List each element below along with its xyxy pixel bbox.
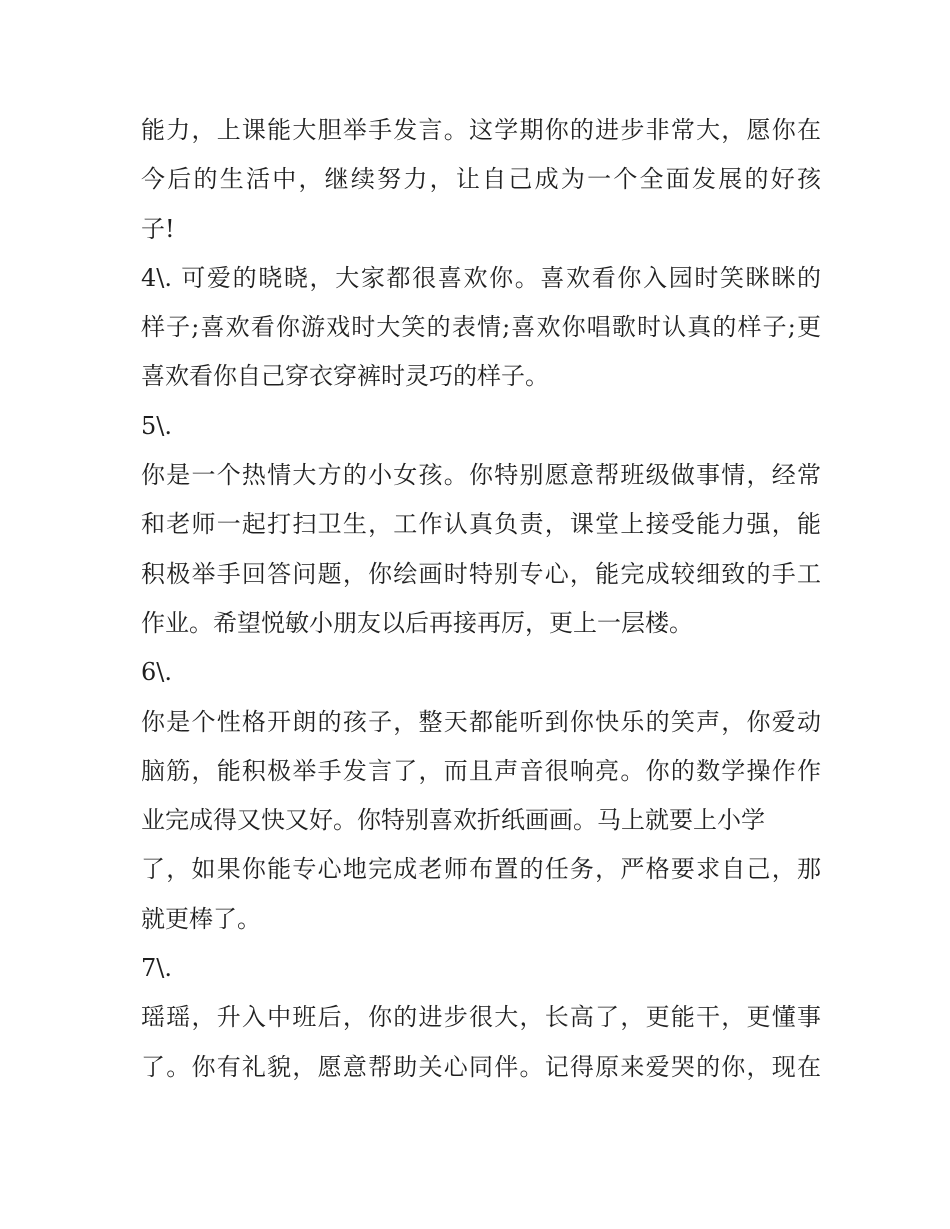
text-line: 就更棒了。 — [141, 904, 261, 933]
text-line: 今后的生活中，继续努力，让自己成为一个全面发展的好孩 — [141, 165, 821, 194]
text-line: 喜欢看你自己穿衣穿裤时灵巧的样子。 — [141, 362, 549, 391]
text-line: 了，如果你能专心地完成老师布置的任务，严格要求自己，那 — [141, 855, 821, 884]
text-line: 你是一个热情大方的小女孩。你特别愿意帮班级做事情，经常 — [141, 461, 821, 490]
text-line: 样子;喜欢看你游戏时大笑的表情;喜欢你唱歌时认真的样子;更 — [141, 313, 821, 342]
text-line: 和老师一起打扫卫生，工作认真负责，课堂上接受能力强，能 — [141, 510, 821, 539]
document-body — [141, 106, 821, 1092]
text-line: 4\. 可爱的晓晓，大家都很喜欢你。喜欢看你入园时笑眯眯的 — [141, 263, 821, 292]
text-line: 积极举手回答问题，你绘画时特别专心，能完成较细致的手工 — [141, 559, 821, 588]
text-line: 你是个性格开朗的孩子，整天都能听到你快乐的笑声，你爱动 — [141, 707, 821, 736]
section-number: 6\. — [141, 658, 172, 687]
text-line: 脑筋，能积极举手发言了，而且声音很响亮。你的数学操作作 — [141, 756, 821, 785]
text-line: 作业。希望悦敏小朋友以后再接再厉，更上一层楼。 — [141, 608, 693, 637]
text-line: 业完成得又快又好。你特别喜欢折纸画画。马上就要上小学 — [141, 806, 765, 835]
section-number: 5\. — [141, 411, 172, 440]
text-line: 能力，上课能大胆举手发言。这学期你的进步非常大，愿你在 — [141, 116, 821, 144]
section-number: 7\. — [141, 954, 172, 983]
text-line: 了。你有礼貌，愿意帮助关心同伴。记得原来爱哭的你，现在 — [141, 1052, 821, 1081]
text-line: 子! — [141, 214, 175, 243]
text-line: 瑶瑶，升入中班后，你的进步很大，长高了，更能干，更懂事 — [141, 1003, 821, 1032]
